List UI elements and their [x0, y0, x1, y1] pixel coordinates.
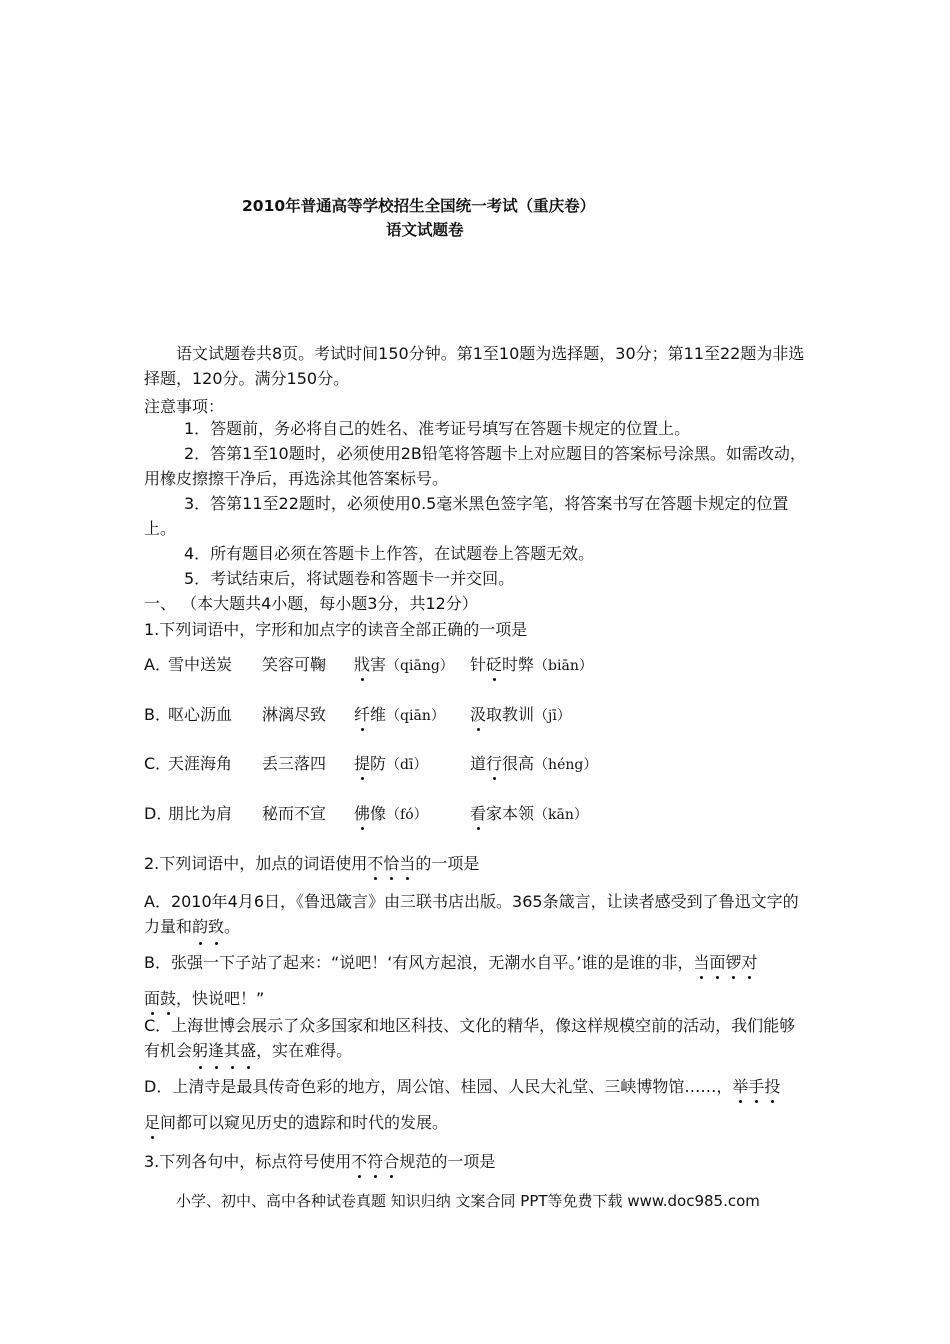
- emphasis-run: [367, 854, 415, 873]
- pinyin: （dī）: [386, 757, 428, 773]
- note-item: 4．所有题目必须在答题卡上作答，在试题卷上答题无效。: [184, 544, 595, 563]
- option-word: 雪中送炭: [168, 655, 233, 674]
- word-pre: 道: [470, 754, 487, 773]
- option-word-dotted: [470, 702, 571, 725]
- option-word: 笑容可鞠: [262, 655, 327, 674]
- word-rest: 像: [370, 804, 387, 823]
- emphasis-run: [144, 1113, 160, 1132]
- q2-option-a: [144, 889, 808, 939]
- emphasis-char: 佛: [354, 801, 370, 824]
- notes-heading: 注意事项：: [144, 397, 225, 416]
- word-pre: 针: [470, 655, 487, 674]
- option-letter: C．: [144, 754, 172, 773]
- option-text: A．2010年4月6日，《鲁迅箴言》由三联书店出版。365条箴言，让读者感受到了鲁迅文字的力量和: [144, 892, 799, 936]
- emphasis-char: 韵: [192, 914, 208, 939]
- option-letter: A．: [144, 655, 171, 674]
- exam-title: 2010年普通高等学校招生全国统一考试（重庆卷）: [242, 197, 596, 215]
- word-rest: 家本领: [486, 804, 535, 823]
- option-word: 淋漓尽致: [262, 705, 327, 724]
- emphasis-char: 举: [732, 1074, 748, 1097]
- word-rest: 取教训: [486, 705, 535, 724]
- option-text: B．张强一下子站了起来：“说吧！‘有风方起浪，无潮水自平。’谁的是谁的非，: [144, 953, 694, 972]
- q2-option-b-cont: [144, 986, 264, 1009]
- note-item: 1．答题前，务必将自己的姓名、准考证号填写在答题卡规定的位置上。: [184, 419, 691, 438]
- q2-option-b: [144, 950, 758, 973]
- option-text: ，快说吧！”: [176, 989, 265, 1008]
- option-text: 间都可以窥见历史的遗踪和时代的发展。: [160, 1113, 449, 1132]
- intro-paragraph: 语文试题卷共8页。考试时间150分钟。第1至10题为选择题，30分；第11至22题为非选择题，120分。满分150分。: [144, 344, 805, 388]
- option-word-dotted: [354, 702, 445, 725]
- option-text: D．上清寺是最具传奇色彩的地方，周公馆、桂园、人民大礼堂、三峡博物馆……，: [144, 1077, 733, 1096]
- emphasis-char: 不: [351, 1149, 367, 1172]
- q2-option-c: [144, 1013, 808, 1063]
- option-text: 。: [224, 917, 241, 936]
- note-item: 3．答第11至22题时，必须使用0.5毫米黑色签字笔，将答案书写在答题卡规定的位置上。: [144, 494, 789, 538]
- option-word: 秘而不宣: [262, 804, 327, 823]
- emphasis-char: 逢: [208, 1038, 224, 1063]
- stem-text: 的一项是: [415, 854, 480, 873]
- emphasis-char: 看: [470, 801, 486, 824]
- question-stem: [144, 851, 479, 874]
- emphasis-char: 戕: [354, 652, 370, 675]
- q2-option-d: [144, 1074, 780, 1097]
- option-word-dotted: [470, 801, 588, 824]
- pinyin: （jī）: [534, 708, 571, 724]
- emphasis-char: 手: [748, 1074, 764, 1097]
- word-rest: 维: [370, 705, 387, 724]
- option-word: 朋比为肩: [168, 804, 233, 823]
- word-rest: 防: [370, 754, 387, 773]
- emphasis-char: 当: [399, 851, 415, 874]
- emphasis-char: 投: [764, 1074, 780, 1097]
- option-text: C．上海世博会展示了众多国家和地区科技、文化的精华，像这样规模空前的活动，我们能够有机会: [144, 1016, 796, 1060]
- word-rest: 很高: [502, 754, 535, 773]
- emphasis-char: 锣: [725, 950, 741, 973]
- emphasis-char: 提: [354, 751, 370, 774]
- emphasis-char: 躬: [192, 1038, 208, 1063]
- option-word: 呕心沥血: [168, 705, 233, 724]
- footer-text: 小学、初中、高中各种试卷真题 知识归纳 文案合同 PPT等免费下载 www.doc985.com: [176, 1192, 760, 1210]
- option-word-dotted: [354, 751, 427, 774]
- stem-text: 2.下列词语中，加点的词语使用: [144, 854, 368, 873]
- emphasis-char: 汲: [470, 702, 486, 725]
- emphasis-char: 对: [742, 950, 758, 973]
- emphasis-run: [144, 989, 176, 1008]
- option-word-dotted: [470, 652, 593, 675]
- question-stem: [144, 1149, 495, 1172]
- option-letter: B．: [144, 705, 171, 724]
- option-letter: D．: [144, 804, 173, 823]
- emphasis-run: [693, 953, 757, 972]
- emphasis-char: 其: [224, 1038, 240, 1063]
- pinyin: （qiāng）: [386, 658, 454, 674]
- word-rest: 时弊: [502, 655, 535, 674]
- emphasis-char: 当: [693, 950, 709, 973]
- question-stem: 1.下列词语中，字形和加点字的读音全部正确的一项是: [144, 620, 528, 639]
- emphasis-char: 足: [144, 1110, 160, 1133]
- emphasis-char: 鼓: [160, 986, 176, 1009]
- note-item: 2．答第1至10题时，必须使用2B铅笔将答题卡上对应题目的答案标号涂黑。如需改动，用橡皮擦擦干净后，再选涂其他答案标号。: [144, 444, 806, 488]
- stem-text: 3.下列各句中，标点符号使用: [144, 1152, 352, 1171]
- option-word-dotted: [354, 801, 428, 824]
- option-text: ，实在难得。: [256, 1041, 353, 1060]
- emphasis-char: 合: [383, 1149, 399, 1172]
- word-rest: 害: [370, 655, 387, 674]
- pinyin: （fó）: [386, 807, 428, 823]
- stem-text: 规范的一项是: [399, 1152, 496, 1171]
- emphasis-char: 纤: [354, 702, 370, 725]
- pinyin: （biān）: [534, 658, 593, 674]
- emphasis-char: 面: [709, 950, 725, 973]
- option-word-dotted: [354, 652, 454, 675]
- pinyin: （qiān）: [386, 708, 445, 724]
- note-item: 5．考试结束后，将试题卷和答题卡一并交回。: [184, 569, 515, 588]
- option-word-dotted: [470, 751, 597, 774]
- pinyin: （kān）: [534, 807, 588, 823]
- emphasis-char: 面: [144, 986, 160, 1009]
- emphasis-char: 行: [486, 751, 502, 774]
- section-heading: 一、 （本大题共4小题，每小题3分，共12分）: [144, 594, 478, 613]
- emphasis-char: 盛: [240, 1038, 256, 1063]
- emphasis-char: 恰: [383, 851, 399, 874]
- q2-option-d-cont: [144, 1110, 448, 1133]
- pinyin: （héng）: [534, 757, 598, 773]
- option-word: 天涯海角: [168, 754, 233, 773]
- emphasis-run: [732, 1077, 780, 1096]
- emphasis-char: 不: [367, 851, 383, 874]
- exam-subtitle: 语文试题卷: [386, 221, 464, 239]
- emphasis-run: [192, 917, 224, 936]
- emphasis-char: 致: [208, 914, 224, 939]
- emphasis-char: 砭: [486, 652, 502, 675]
- option-word: 丢三落四: [262, 754, 327, 773]
- emphasis-run: [351, 1152, 399, 1171]
- emphasis-char: 符: [367, 1149, 383, 1172]
- emphasis-run: [192, 1041, 256, 1060]
